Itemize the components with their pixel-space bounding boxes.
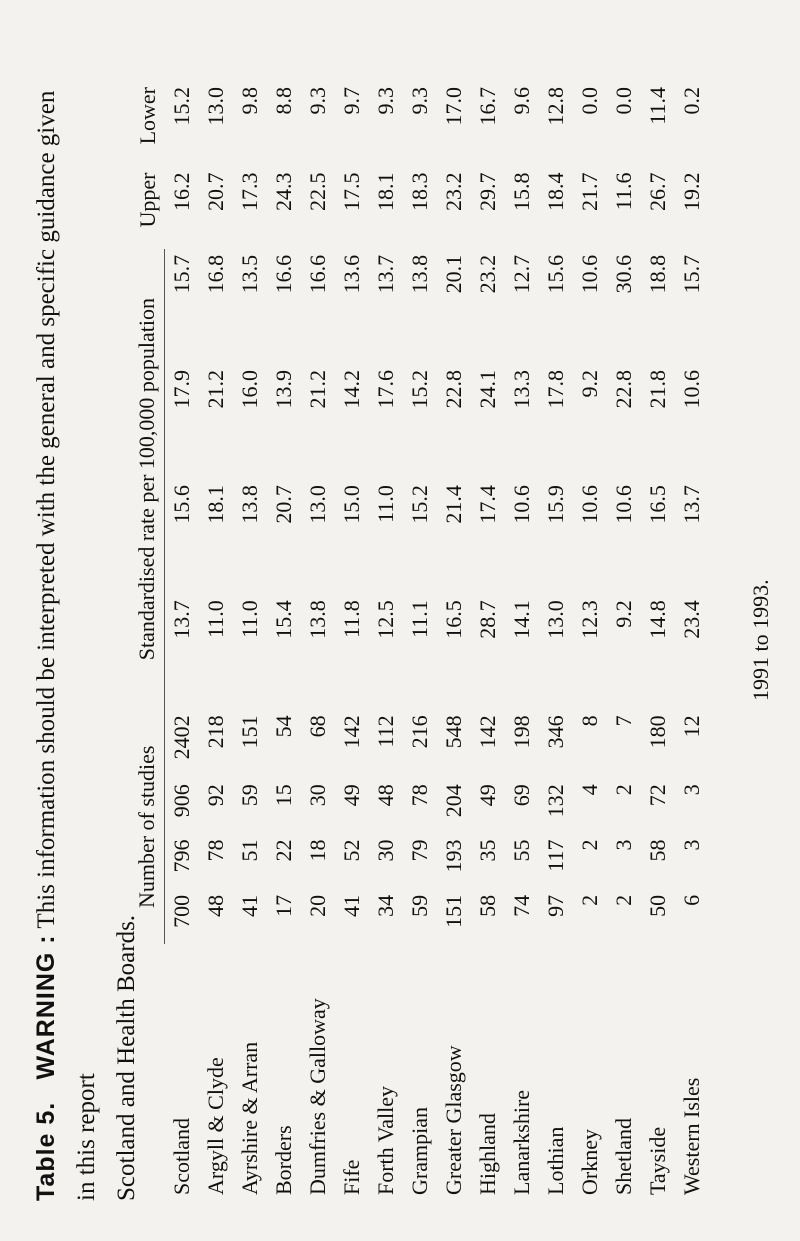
- table-cell: 15.6: [169, 485, 194, 524]
- studies-group-header: Number of studies: [130, 709, 165, 944]
- table-cell: 29.7: [475, 172, 500, 211]
- table-row: [471, 81, 505, 1201]
- warning-label: WARNING :: [32, 934, 60, 1080]
- table-cell: 13.8: [237, 485, 262, 524]
- table-cell: 78: [407, 784, 432, 807]
- table-cell: 204: [441, 784, 466, 818]
- table-cell: 54: [271, 715, 296, 738]
- region-name: Scotland: [168, 1118, 194, 1195]
- table-cell: 13.0: [305, 485, 330, 524]
- region-name: Ayrshire & Arran: [237, 1041, 262, 1195]
- table-cell: 2402: [169, 715, 194, 760]
- data-table: [130, 81, 709, 1201]
- table-cell: 6: [679, 894, 704, 906]
- table-cell: 28.7: [475, 600, 500, 639]
- region-name: Highland: [475, 1113, 500, 1195]
- table-cell: 13.6: [339, 254, 364, 294]
- table-cell: 9.2: [577, 370, 602, 398]
- table-cell: 26.7: [645, 172, 670, 211]
- table-cell: 15.8: [509, 172, 534, 211]
- region-name: Fife: [339, 1159, 364, 1195]
- table-row: [675, 81, 709, 1201]
- table-cell: 700: [169, 894, 194, 928]
- table-cell: 15.0: [339, 485, 364, 524]
- table-cell: 30.6: [611, 254, 636, 294]
- table-cell: 16.0: [237, 370, 262, 409]
- table-cell: 16.6: [305, 254, 330, 294]
- table-row: [165, 81, 200, 1201]
- table-cell: 14.1: [509, 600, 534, 639]
- table-cell: 21.4: [441, 485, 466, 524]
- table-cell: 112: [373, 715, 398, 748]
- table-cell: 51: [237, 839, 262, 862]
- region-name: Dumfries & Galloway: [305, 998, 330, 1195]
- region-column-header: [130, 944, 165, 1201]
- table-cell: 11.0: [203, 600, 228, 638]
- table-row: [267, 81, 301, 1201]
- table-cell: 15.2: [407, 485, 432, 524]
- table-cell: 12.7: [509, 254, 534, 294]
- table-cell: 15.6: [543, 254, 568, 294]
- table-row: [301, 81, 335, 1201]
- table-cell: 48: [373, 784, 398, 807]
- table-cell: 13.5: [237, 254, 262, 294]
- table-cell: 3: [679, 784, 704, 796]
- table-row: [369, 81, 403, 1201]
- table-cell: 9.3: [305, 87, 330, 115]
- table-cell: 15: [271, 784, 296, 807]
- table-cell: 117: [543, 839, 568, 872]
- table-cell: 142: [339, 715, 364, 749]
- rate-group-header: Standardised rate per 100,000 population: [130, 249, 165, 709]
- table-cell: 142: [475, 715, 500, 749]
- table-cell: 24.1: [475, 370, 500, 409]
- table-cell: 9.7: [339, 87, 364, 115]
- region-name: Lanarkshire: [509, 1089, 534, 1195]
- table-cell: 20.7: [271, 485, 296, 524]
- table-cell: 2: [577, 894, 602, 906]
- table-cell: 92: [203, 784, 228, 807]
- table-row: [335, 81, 369, 1201]
- table-cell: 17.0: [441, 87, 466, 126]
- table-cell: 69: [509, 784, 534, 807]
- table-cell: 8.8: [271, 87, 296, 115]
- table-cell: 2: [577, 839, 602, 851]
- table-cell: 0.2: [679, 87, 704, 115]
- caption-text-2: Scotland and Health Boards.: [113, 914, 140, 1201]
- table-cell: 132: [543, 784, 568, 818]
- table-cell: 16.5: [645, 485, 670, 524]
- table-cell: 9.2: [611, 600, 636, 628]
- table-cell: 20.1: [441, 254, 466, 294]
- table-body: [165, 81, 710, 1201]
- table-cell: 15.2: [407, 370, 432, 409]
- table-cell: 15.7: [679, 254, 704, 294]
- table-row: [199, 81, 233, 1201]
- table-cell: 3: [611, 839, 636, 851]
- table-cell: 22.8: [611, 370, 636, 409]
- lower-header: Lower: [134, 87, 160, 145]
- table-cell: 7: [611, 715, 636, 727]
- region-name: Argyll & Clyde: [203, 1057, 228, 1195]
- region-name: Borders: [271, 1125, 296, 1195]
- table-cell: 18.4: [543, 172, 568, 211]
- table-cell: 548: [441, 715, 466, 749]
- table-cell: 13.7: [679, 485, 704, 524]
- table-row: [403, 81, 437, 1201]
- table-cell: 16.7: [475, 87, 500, 126]
- region-name: Lothian: [543, 1126, 568, 1195]
- table-cell: 72: [645, 784, 670, 807]
- header-row-1: [130, 81, 165, 1201]
- table-cell: 17.9: [169, 370, 194, 409]
- table-cell: 12.8: [543, 87, 568, 126]
- table-cell: 12.3: [577, 600, 602, 639]
- table-cell: 22.5: [305, 172, 330, 211]
- table-cell: 17.5: [339, 172, 364, 211]
- table-cell: 796: [169, 839, 194, 873]
- table-cell: 13.8: [407, 254, 432, 294]
- table-cell: 52: [339, 839, 364, 862]
- table-cell: 97: [543, 894, 568, 917]
- region-name: Grampian: [407, 1107, 432, 1195]
- table-cell: 23.4: [679, 600, 704, 639]
- table-cell: 8: [577, 715, 602, 727]
- table-cell: 11.0: [237, 600, 262, 638]
- table-row: [505, 81, 539, 1201]
- table-cell: 50: [645, 894, 670, 917]
- table-cell: 58: [475, 894, 500, 917]
- table-label: Table 5.: [32, 1101, 60, 1201]
- table-cell: 19.2: [679, 172, 704, 211]
- table-cell: 3: [679, 839, 704, 851]
- caption-text-1: This information should be interpreted with the general and specific guidance given in this report: [33, 90, 100, 1201]
- table-cell: 21.8: [645, 370, 670, 409]
- table-row: [573, 81, 607, 1201]
- table-cell: 30: [305, 784, 330, 807]
- table-cell: 15.4: [271, 600, 296, 639]
- table-cell: 216: [407, 715, 432, 749]
- table-cell: 9.6: [509, 87, 534, 115]
- table-cell: 11.1: [407, 600, 432, 638]
- table-cell: 17.4: [475, 485, 500, 524]
- table-cell: 18.1: [373, 172, 398, 211]
- table-cell: 10.6: [679, 370, 704, 409]
- table-cell: 10.6: [577, 254, 602, 294]
- table-cell: 59: [407, 894, 432, 917]
- table-row: [539, 81, 573, 1201]
- table-cell: 0.0: [611, 87, 636, 115]
- table-cell: 15.2: [168, 87, 194, 126]
- table-row: [437, 81, 471, 1201]
- table-cell: 151: [237, 715, 262, 749]
- table-cell: 49: [475, 784, 500, 807]
- table-cell: 23.2: [475, 254, 500, 294]
- table-cell: 11.0: [373, 485, 398, 523]
- table-cell: 41: [237, 894, 262, 917]
- table-cell: 74: [509, 894, 534, 917]
- table-cell: 10.6: [611, 485, 636, 524]
- table-cell: 906: [169, 784, 194, 818]
- table-cell: 180: [645, 715, 670, 749]
- table-cell: 17.8: [543, 370, 568, 409]
- table-cell: 17.6: [373, 370, 398, 409]
- table-row: [641, 81, 675, 1201]
- table-cell: 20: [305, 894, 330, 917]
- table-cell: 9.3: [407, 87, 432, 115]
- table-cell: 18.1: [203, 485, 228, 524]
- table-cell: 22: [271, 839, 296, 862]
- region-name: Orkney: [577, 1129, 602, 1195]
- table-cell: 30: [373, 839, 398, 862]
- table-row: [607, 81, 641, 1201]
- table-cell: 68: [305, 715, 330, 738]
- table-row: [233, 81, 267, 1201]
- table-cell: 21.7: [577, 172, 602, 211]
- table-cell: 34: [373, 894, 398, 917]
- table-cell: 35: [475, 839, 500, 862]
- table-cell: 20.7: [203, 172, 228, 211]
- table-cell: 10.6: [577, 485, 602, 524]
- table-cell: 13.7: [373, 254, 398, 294]
- table-cell: 2: [611, 894, 636, 906]
- table-cell: 2: [611, 784, 636, 796]
- table-cell: 41: [339, 894, 364, 917]
- region-name: Greater Glasgow: [441, 1045, 466, 1195]
- table-cell: 13.9: [271, 370, 296, 409]
- table-cell: 9.8: [237, 87, 262, 115]
- table-cell: 10.6: [509, 485, 534, 524]
- table-cell: 14.2: [339, 370, 364, 409]
- table-cell: 12: [679, 715, 704, 738]
- table-cell: 55: [509, 839, 534, 862]
- region-name: Western Isles: [679, 1077, 704, 1195]
- table-caption: [26, 81, 147, 1201]
- table-cell: 0.0: [577, 87, 602, 115]
- table-cell: 21.2: [203, 370, 228, 409]
- table-cell: 13.8: [305, 600, 330, 639]
- table-cell: 23.2: [441, 172, 466, 211]
- table-cell: 16.8: [203, 254, 228, 294]
- table-cell: 18.8: [645, 254, 670, 294]
- table-cell: 346: [543, 715, 568, 749]
- table-cell: 79: [407, 839, 432, 862]
- table-cell: 193: [441, 839, 466, 873]
- table-cell: 151: [441, 894, 466, 928]
- table-cell: 12.5: [373, 600, 398, 639]
- table-cell: 48: [203, 894, 228, 917]
- upper-header: Upper: [134, 172, 160, 228]
- table-cell: 11.6: [611, 172, 636, 211]
- table-cell: 21.2: [305, 370, 330, 409]
- table-cell: 58: [645, 839, 670, 862]
- table-cell: 59: [237, 784, 262, 807]
- table-cell: 11.8: [339, 600, 364, 638]
- table-cell: 14.8: [645, 600, 670, 639]
- table-cell: 13.7: [169, 600, 194, 639]
- footnote: 1991 to 1993.: [748, 579, 773, 701]
- table-cell: 15.9: [543, 485, 568, 524]
- table-cell: 198: [509, 715, 534, 749]
- table-cell: 13.0: [543, 600, 568, 639]
- table-cell: 18: [305, 839, 330, 862]
- table-cell: 16.5: [441, 600, 466, 639]
- table-cell: 22.8: [441, 370, 466, 409]
- table-cell: 11.4: [645, 87, 670, 125]
- table-cell: 13.3: [509, 370, 534, 409]
- region-name: Tayside: [645, 1126, 670, 1195]
- table-cell: 13.0: [203, 87, 228, 126]
- table-cell: 17: [271, 894, 296, 917]
- table-cell: 16.2: [168, 172, 194, 211]
- table-cell: 17.3: [237, 172, 262, 211]
- region-name: Forth Valley: [373, 1086, 398, 1195]
- region-name: Shetland: [611, 1118, 636, 1195]
- table-cell: 24.3: [271, 172, 296, 211]
- table-cell: 78: [203, 839, 228, 862]
- table-cell: 4: [577, 784, 602, 796]
- table-cell: 15.7: [169, 254, 194, 294]
- table-cell: 49: [339, 784, 364, 807]
- table-cell: 18.3: [407, 172, 432, 211]
- table-cell: 16.6: [271, 254, 296, 294]
- table-cell: 218: [203, 715, 228, 749]
- table-cell: 9.3: [373, 87, 398, 115]
